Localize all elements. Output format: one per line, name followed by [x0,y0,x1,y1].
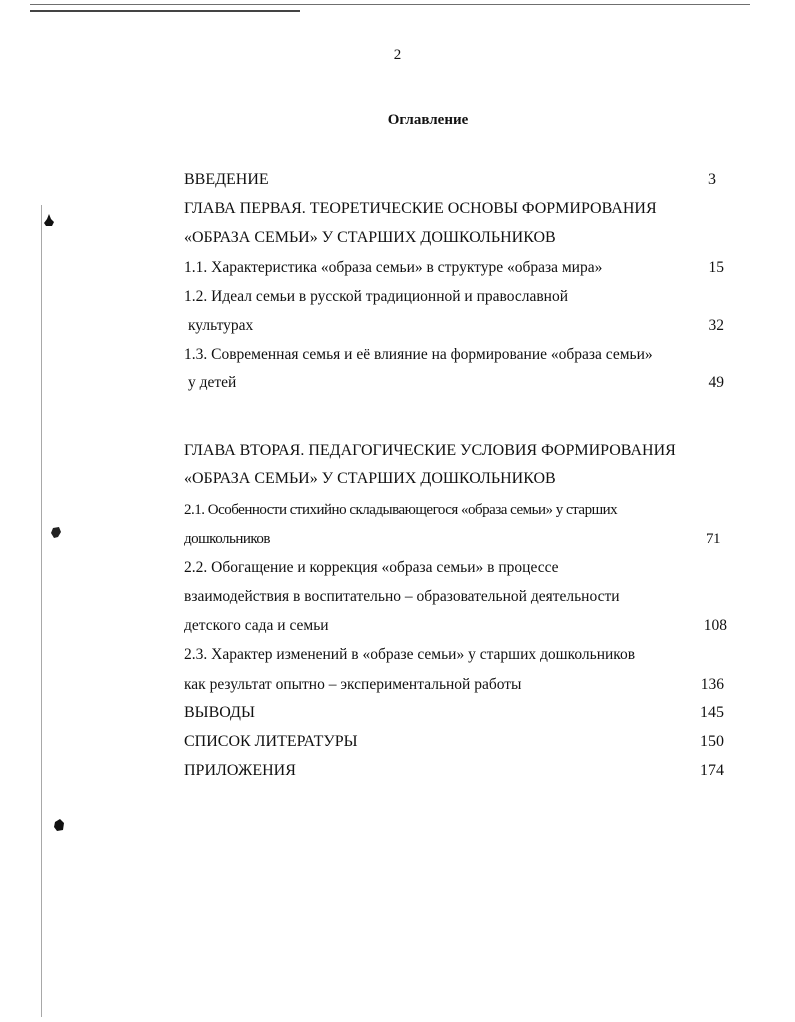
toc-entry-text: ВЫВОДЫ [184,704,255,721]
toc-entry-page: 136 [700,676,724,693]
toc-entry-conclusions [184,703,724,723]
toc-entry-chapter-1-cont [184,228,724,248]
page-title: Оглавление [387,112,469,128]
toc-entry-chapter-2-cont [184,469,724,489]
toc-entry-page: 150 [700,733,724,750]
toc-entry-chapter-2 [184,441,724,461]
toc-entry-1-1 [184,258,724,278]
toc-entry-1-3-cont [188,373,728,393]
toc-entry-text: 1.2. Идеал семьи в русской традиционной и православной [184,288,569,305]
page-number: 2 [393,47,402,63]
toc-entry-2-1-cont [184,529,724,549]
toc-entry-text: 2.1. Особенности стихийно складывающегося «образа семьи» у старших [184,502,618,518]
toc-entry-2-2 [184,558,724,578]
toc-entry-2-2-cont [184,587,724,607]
toc-entry-page: 145 [700,704,724,721]
toc-entry-text: взаимодействия в воспитательно – образовательной деятельности [184,588,620,605]
toc-entry-text: 1.1. Характеристика «образа семьи» в структуре «образа мира» [184,259,603,276]
toc-entry-page: 32 [708,317,724,334]
toc-entry-text: «ОБРАЗА СЕМЬИ» У СТАРШИХ ДОШКОЛЬНИКОВ [184,229,556,246]
ink-blot-mark [51,526,61,539]
toc-entry-text: 1.3. Современная семья и её влияние на формирование «образа семьи» [184,346,653,363]
toc-entry-2-3-cont [184,675,724,695]
scan-edge-top [30,4,750,5]
toc-entry-page: 3 [708,171,716,188]
toc-entry-1-3 [184,345,724,365]
toc-entry-text: ГЛАВА ПЕРВАЯ. ТЕОРЕТИЧЕСКИЕ ОСНОВЫ ФОРМИРОВАНИЯ [184,200,657,217]
toc-entry-introduction [184,170,724,190]
toc-entry-text: «ОБРАЗА СЕМЬИ» У СТАРШИХ ДОШКОЛЬНИКОВ [184,470,556,487]
toc-entry-text: дошкольников [184,531,270,547]
toc-entry-appendices [184,761,724,781]
toc-entry-bibliography [184,732,724,752]
toc-entry-text: детского сада и семьи [184,617,329,634]
toc-entry-text: культурах [188,317,254,334]
toc-entry-text: у детей [188,374,237,391]
scan-edge-left [41,205,42,1017]
toc-entry-page: 49 [708,374,724,391]
toc-entry-page: 174 [700,762,724,779]
toc-entry-page: 108 [703,617,727,634]
toc-entry-text: 2.2. Обогащение и коррекция «образа семьи» в процессе [184,559,559,576]
toc-entry-2-3 [184,645,724,665]
toc-entry-page: 71 [706,531,720,547]
ink-blot-mark [44,214,54,227]
toc-entry-1-2-cont [188,316,728,336]
toc-entry-page: 15 [708,259,724,276]
toc-entry-text: 2.3. Характер изменений в «образе семьи» у старших дошкольников [184,646,636,663]
toc-entry-text: СПИСОК ЛИТЕРАТУРЫ [184,733,358,750]
toc-entry-text: ВВЕДЕНИЕ [184,171,269,188]
toc-entry-2-1 [184,500,724,520]
toc-entry-1-2 [184,287,724,307]
toc-entry-text: как результат опытно – экспериментальной работы [184,676,522,693]
ink-blot-mark [54,819,64,832]
scan-edge-top-dark [30,10,300,12]
toc-entry-2-2-cont2 [184,616,727,636]
toc-entry-text: ПРИЛОЖЕНИЯ [184,762,296,779]
toc-entry-text: ГЛАВА ВТОРАЯ. ПЕДАГОГИЧЕСКИЕ УСЛОВИЯ ФОРМИРОВАНИЯ [184,442,676,459]
toc-entry-chapter-1 [184,199,724,219]
